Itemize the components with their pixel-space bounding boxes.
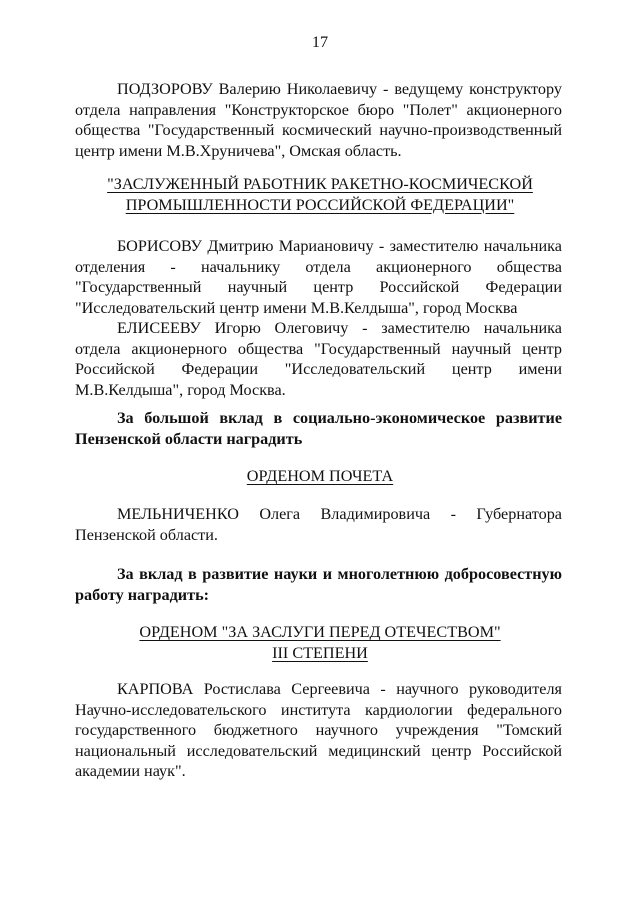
award-recipient-karpov [75, 679, 562, 782]
award-title-line: ОРДЕНОМ ПОЧЕТА [246, 467, 394, 485]
decree-text-science [75, 564, 562, 605]
award-title-line: ПРОМЫШЛЕННОСТИ РОССИЙСКОЙ ФЕДЕРАЦИИ" [125, 195, 515, 214]
award-recipient-podzorov [75, 79, 562, 161]
recipient-text: БОРИСОВУ Дмитрию Мариановичу - заместителю начальника отделения - начальнику отдела акционерного общества "Государственный научный центр Российской Федерации "Исследовательский центр имени М.В.Келдыша", город Москва [75, 237, 562, 317]
recipient-text: МЕЛЬНИЧЕНКО Олега Владимировича - Губернатора Пензенской области. [75, 505, 562, 544]
award-title-honored-worker [60, 174, 580, 215]
award-title-line: ОРДЕНОМ "ЗА ЗАСЛУГИ ПЕРЕД ОТЕЧЕСТВОМ" [139, 623, 501, 641]
award-title-order-of-honor [60, 466, 580, 487]
recipient-text: КАРПОВА Ростислава Сергеевича - научного руководителя Научно-исследовательского института кардиологии федерального государственного бюджетного научного учреждения "Томский национальный исследовательский медицинский центр Российской академии наук". [75, 680, 562, 780]
recipient-text: ПОДЗОРОВУ Валерию Николаевичу - ведущему конструктору отдела направления "Конструкторское бюро "Полет" акционерного общества "Государственный космический научно-производственный центр имени М.В.Хруничева", Омская область. [75, 80, 562, 160]
decree-text-penza [75, 408, 562, 449]
decree-text: За вклад в развитие науки и многолетнюю добросовестную работу наградить: [75, 565, 562, 604]
decree-text: За большой вклад в социально-экономическое развитие Пензенской области наградить [75, 409, 562, 448]
recipient-text: ЕЛИСЕЕВУ Игорю Олеговичу - заместителю начальника отдела акционерного общества "Государственный научный центр Российской Федерации "Исследовательский центр имени М.В.Келдыша", город Москва. [75, 319, 562, 399]
award-recipient-melnichenko [75, 504, 562, 545]
award-recipients-keldysh [75, 236, 562, 400]
page-number: 17 [311, 33, 329, 51]
award-title-line: III СТЕПЕНИ [272, 643, 368, 662]
award-title-order-of-merit [60, 622, 580, 663]
award-title-line: "ЗАСЛУЖЕННЫЙ РАБОТНИК РАКЕТНО-КОСМИЧЕСКОЙ [107, 175, 533, 193]
